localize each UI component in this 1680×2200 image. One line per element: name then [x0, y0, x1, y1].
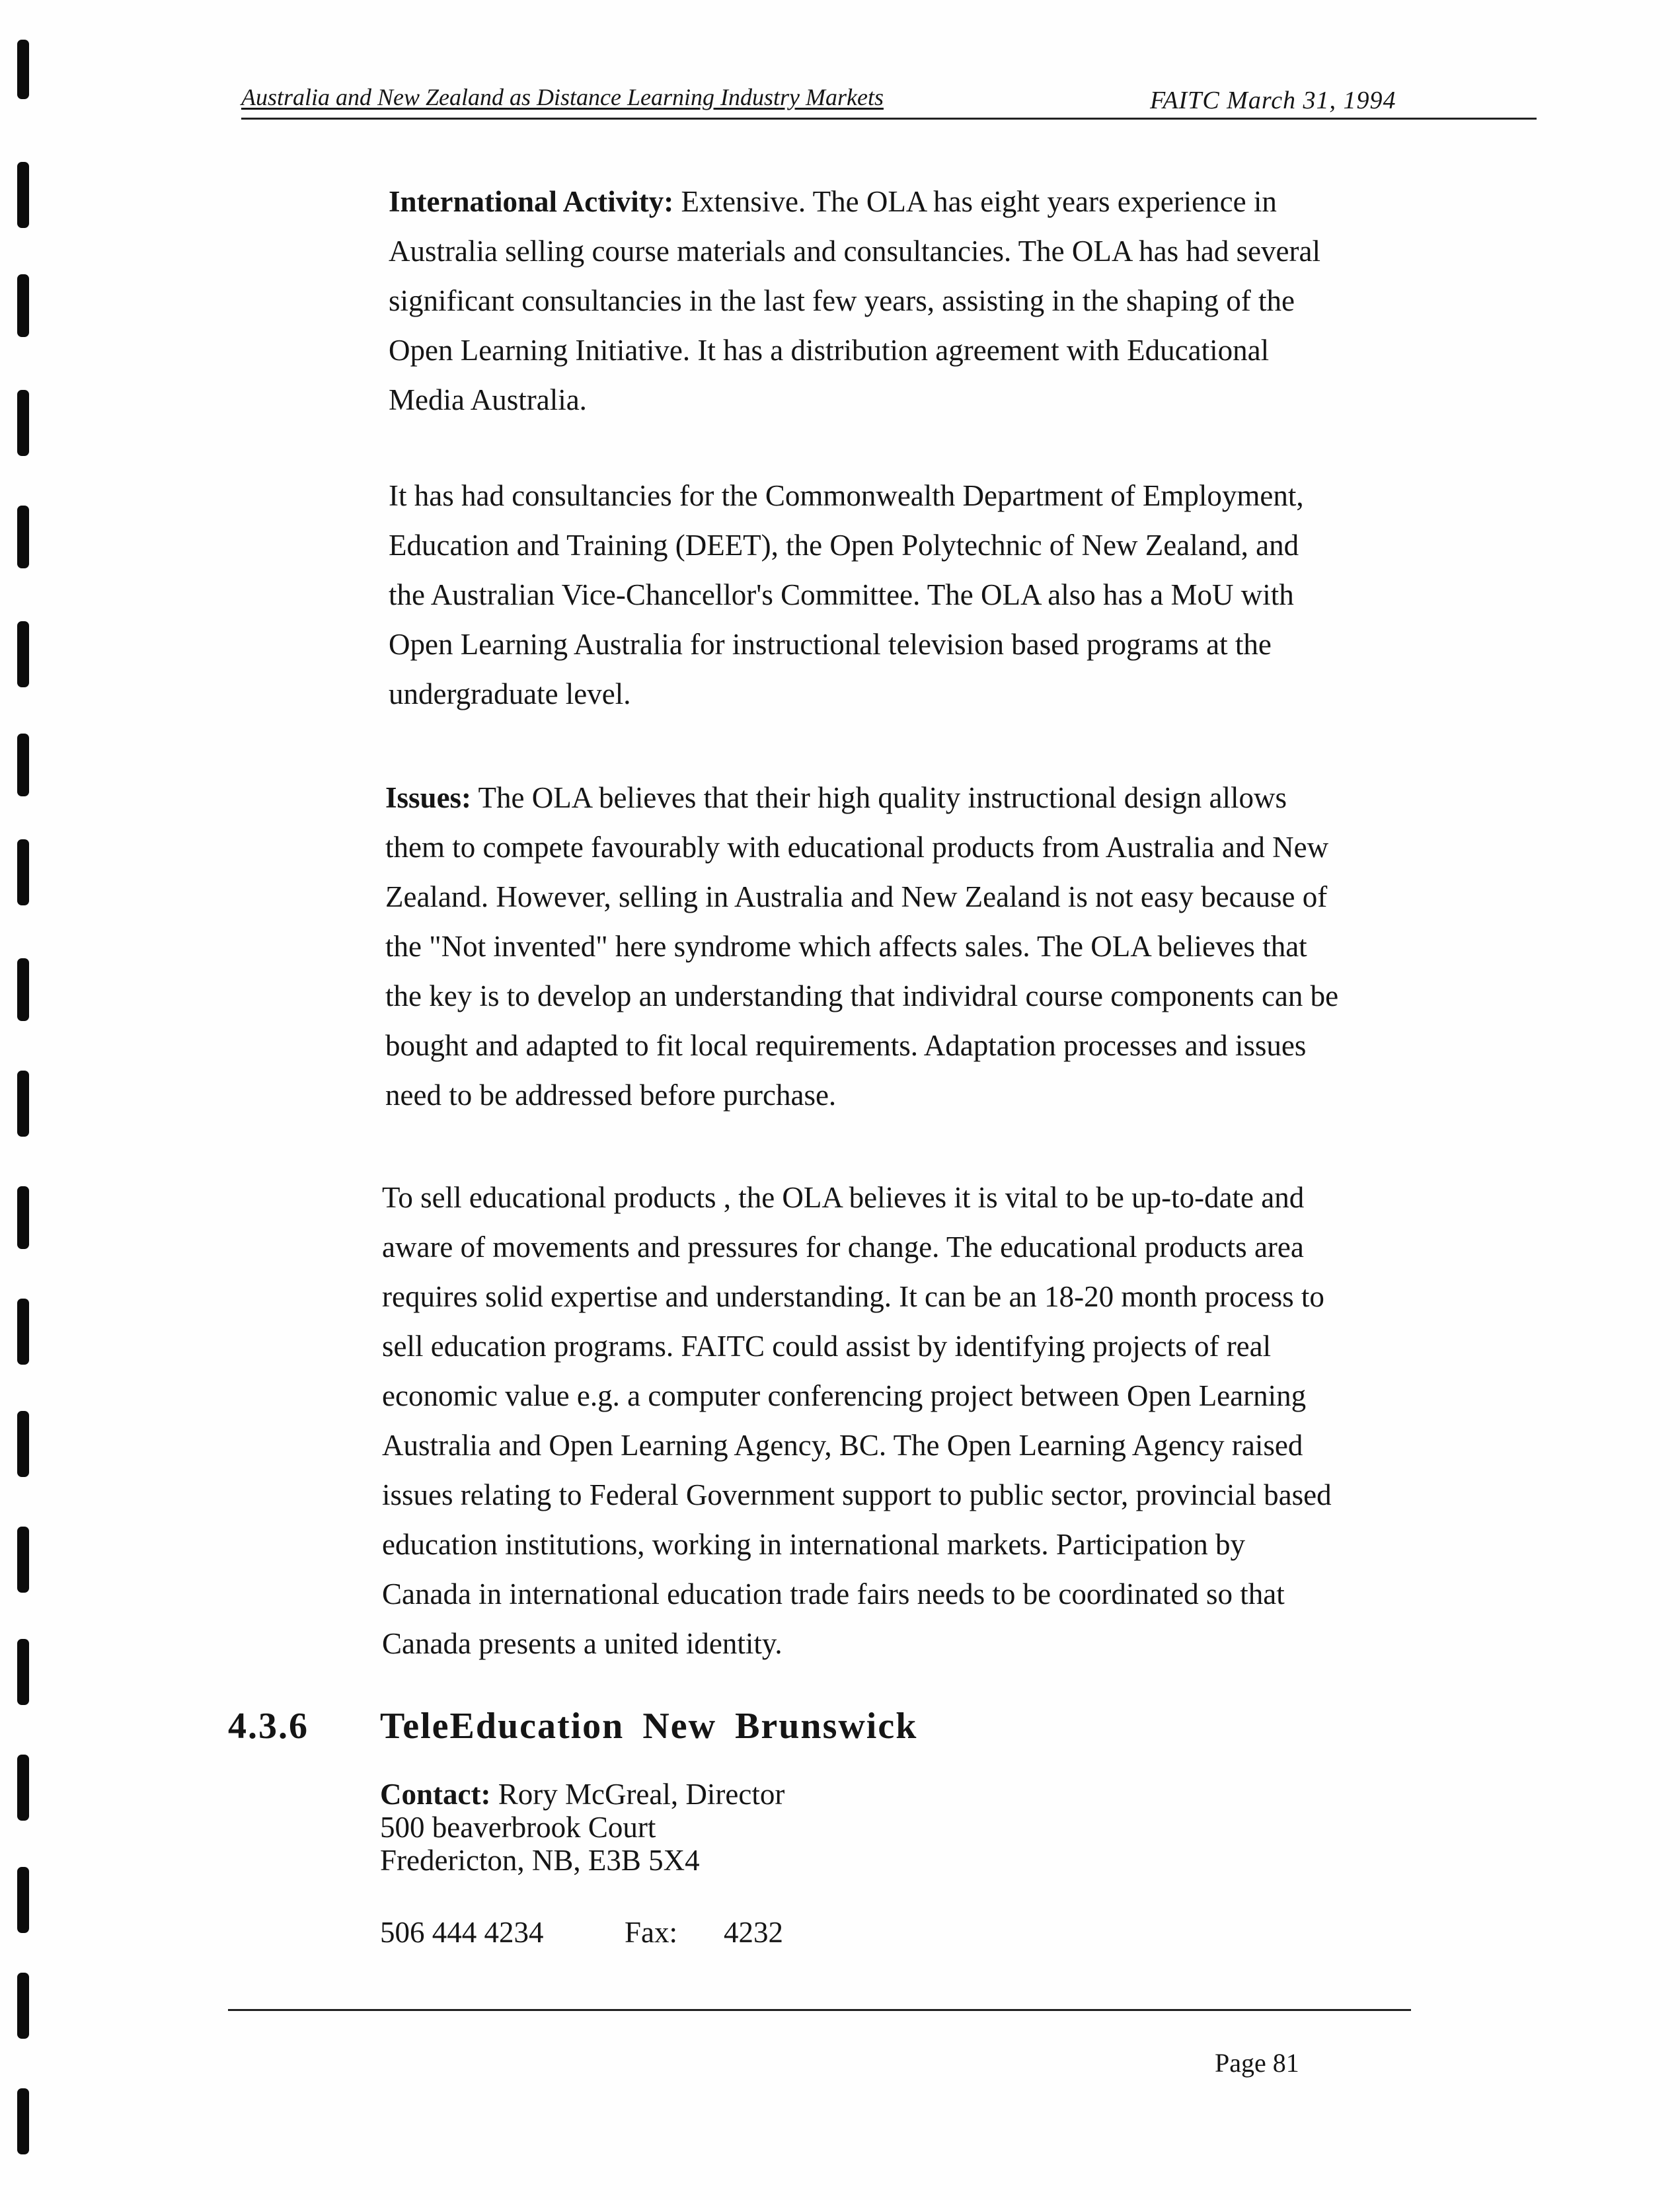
- punch-mark: [17, 1973, 29, 2039]
- paragraph-issues: [385, 773, 1469, 1120]
- footer-rule: [228, 2009, 1411, 2011]
- paragraph-text: To sell educational products , the OLA believes it is vital to be up-to-date and aware of movements and pressures for change. The educational products area requires solid expertise and understanding. It can be an 18-20 month process to sell education programs. FAITC could assist by identifying projects of real economic value e.g. a computer conferencing project between Open Learning Australia and Open Learning Agency, BC. The Open Learning Agency raised issues relating to Federal Government support to public sector, provincial based education institutions, working in international markets. Participation by Canada in international education trade fairs needs to be coordinated so that Canada presents a united identity.: [382, 1181, 1332, 1660]
- punch-mark: [17, 621, 29, 687]
- punch-mark: [17, 274, 29, 337]
- punch-mark: [17, 1867, 29, 1933]
- paragraph-text: The OLA believes that their high quality instructional design allows them to compete favourably with educational products from Australia and New Zealand. However, selling in Australia and New Zealand is not easy because of the "Not invented" here syndrome which affects sales. The OLA believes that the key is to develop an understanding that individral course components can be bought and adapted to fit local requirements. Adaptation processes and issues need to be addressed before purchase.: [385, 781, 1339, 1112]
- punch-mark: [17, 1755, 29, 1821]
- punch-mark: [17, 1071, 29, 1137]
- punch-mark: [17, 958, 29, 1021]
- contact-block: [380, 1778, 784, 1877]
- punch-mark: [17, 40, 29, 99]
- paragraph-label: International Activity:: [389, 185, 674, 218]
- punch-mark: [17, 1186, 29, 1249]
- punch-mark: [17, 1639, 29, 1705]
- paragraph-selling-products: [382, 1173, 1479, 1669]
- punch-mark: [17, 506, 29, 568]
- header-title: Australia and New Zealand as Distance Learning Industry Markets: [241, 84, 884, 110]
- header-date: FAITC March 31, 1994: [1150, 87, 1396, 114]
- section-number: 4.3.6: [228, 1706, 309, 1747]
- fax-number: 4232: [724, 1916, 783, 1949]
- paragraph-label: Issues:: [385, 781, 472, 814]
- fax-label: Fax:: [625, 1916, 678, 1949]
- paragraph-text: It has had consultancies for the Commonwealth Department of Employment, Education and Training (DEET), the Open Polytechnic of New Zealand, and the Australian Vice-Chancellor's Committee. The OLA also has a MoU with Open Learning Australia for instructional television based programs at the undergraduate level.: [389, 479, 1304, 710]
- punch-mark: [17, 1527, 29, 1593]
- paragraph-international-activity: [389, 177, 1446, 425]
- punch-mark: [17, 734, 29, 796]
- punch-mark: [17, 162, 29, 228]
- paragraph-consultancies: [389, 471, 1446, 719]
- section-title: TeleEducation New Brunswick: [380, 1706, 918, 1747]
- contact-line: [380, 1778, 784, 1811]
- punch-mark: [17, 1299, 29, 1365]
- paragraph-text: Extensive. The OLA has eight years experience in Australia selling course materials and consultancies. The OLA has had several significant consultancies in the last few years, assisting in the shaping of the Open Learning Initiative. It has a distribution agreement with Educational Media Australia.: [389, 185, 1320, 416]
- phone-number: 506 444 4234: [380, 1916, 544, 1949]
- punch-mark: [17, 390, 29, 456]
- contact-name: Rory McGreal, Director: [490, 1778, 785, 1811]
- punch-mark: [17, 1411, 29, 1477]
- punch-mark: [17, 839, 29, 905]
- punch-mark: [17, 2088, 29, 2154]
- contact-label: Contact:: [380, 1778, 491, 1811]
- contact-address-line-1: 500 beaverbrook Court: [380, 1811, 656, 1844]
- running-header: [241, 78, 1537, 120]
- page-number: Page 81: [1215, 2048, 1299, 2078]
- contact-address-line-2: Fredericton, NB, E3B 5X4: [380, 1844, 700, 1877]
